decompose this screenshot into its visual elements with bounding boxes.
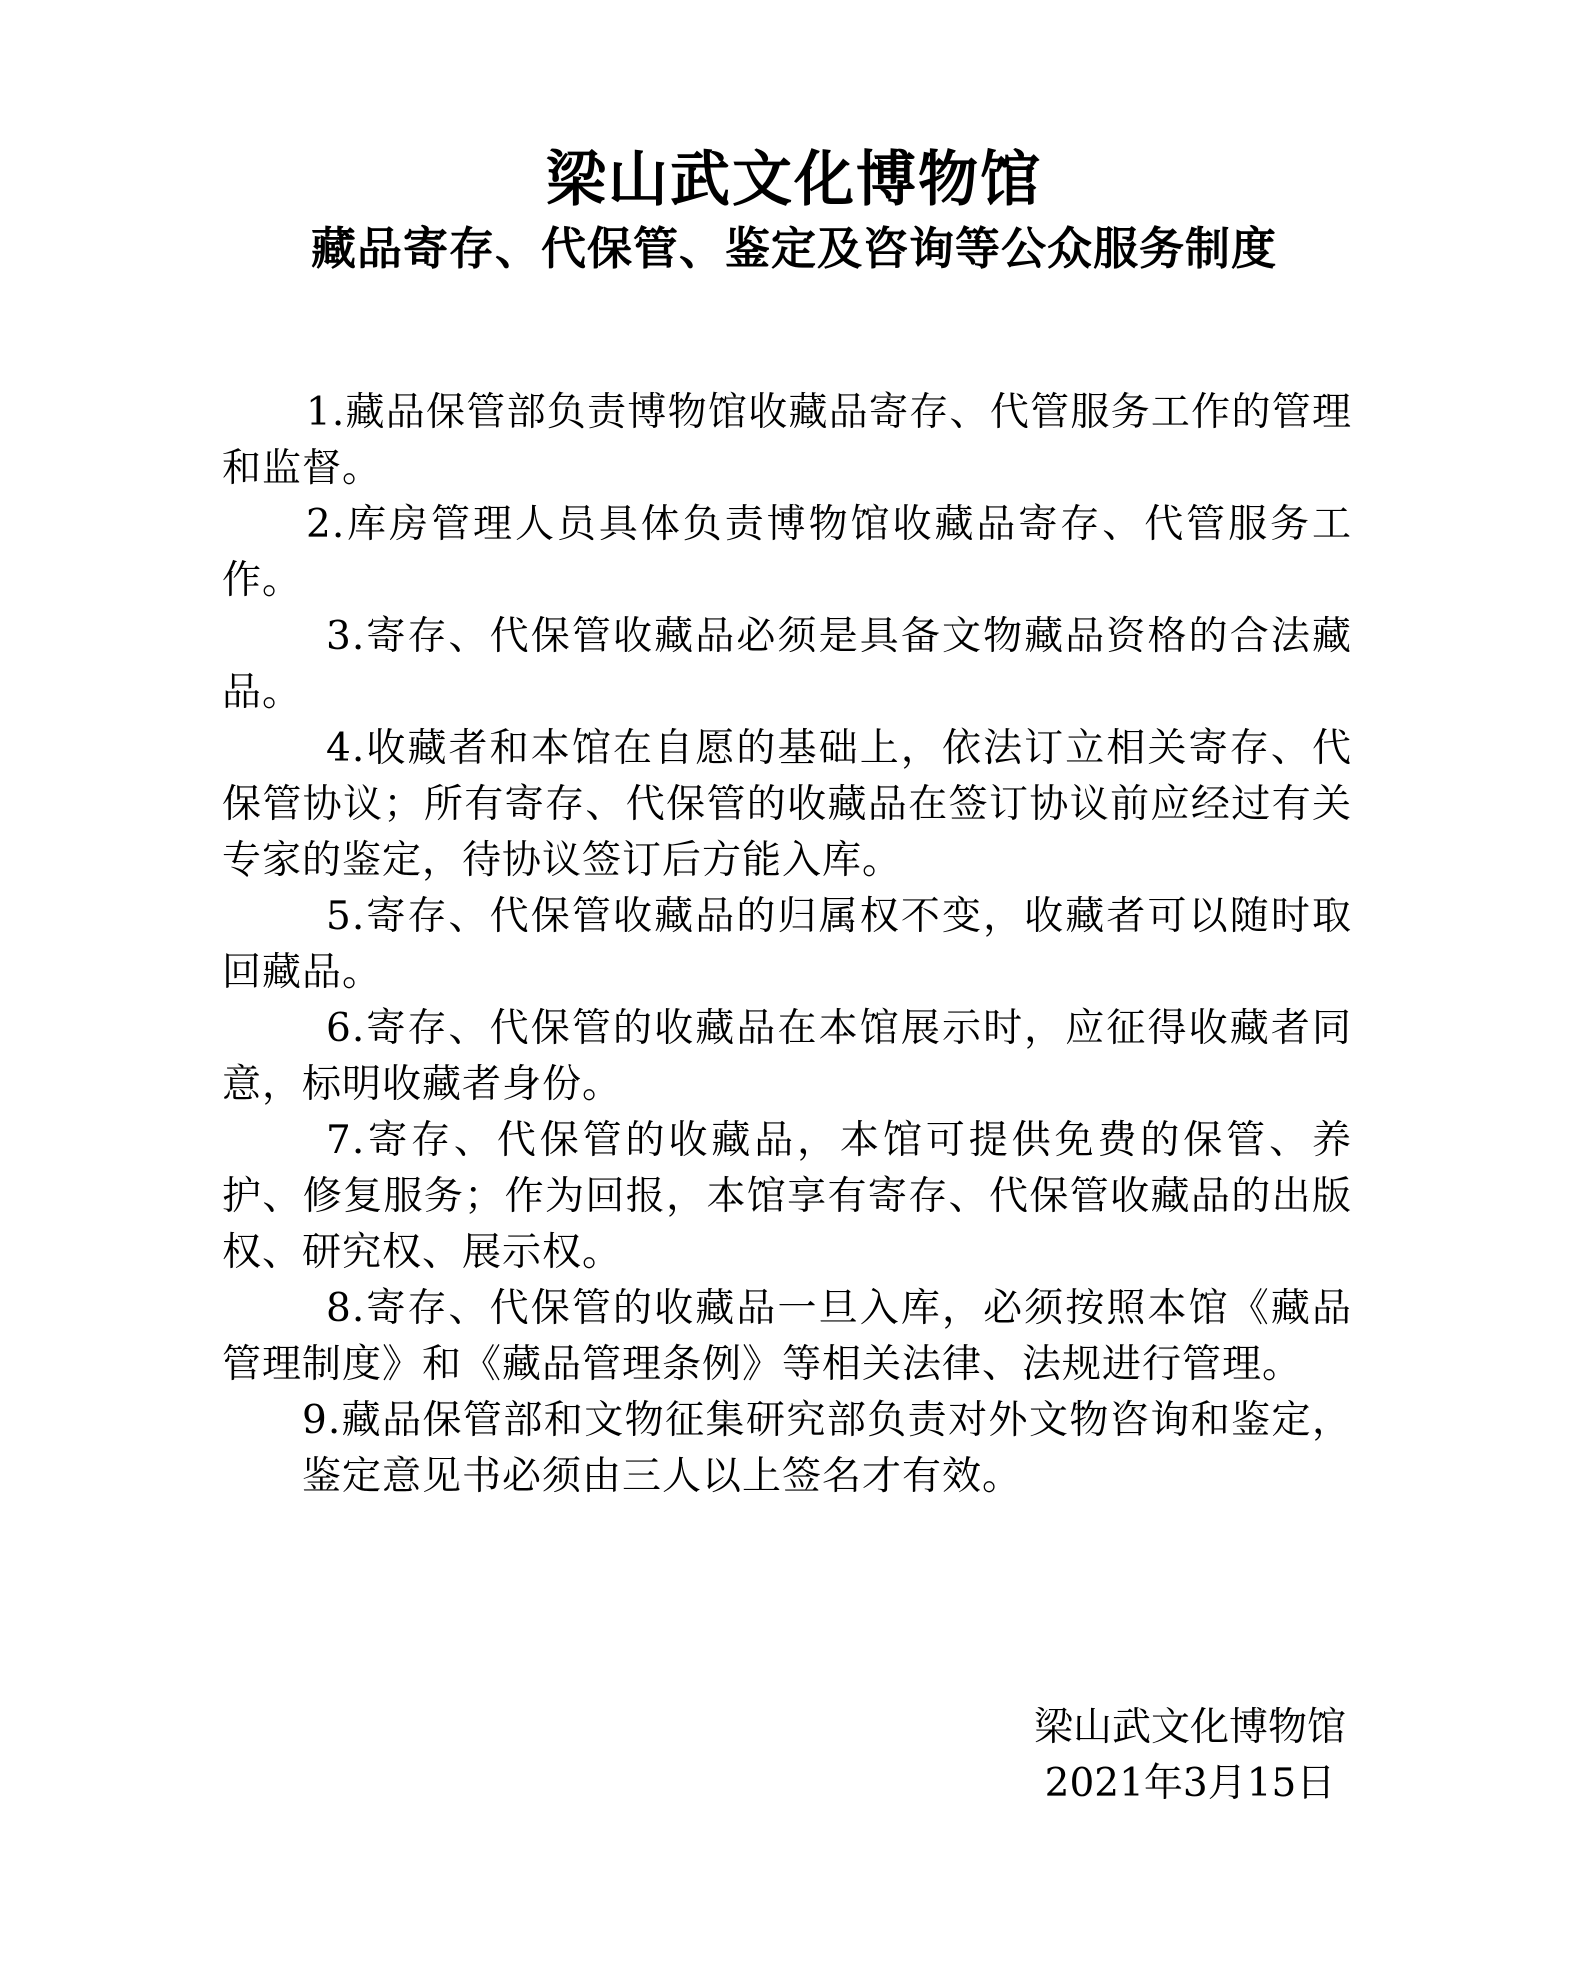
rule-item-5: 5.寄存、代保管收藏品的归属权不变，收藏者可以随时取回藏品。 (222, 894, 1352, 995)
rule-item-8: 8.寄存、代保管的收藏品一旦入库，必须按照本馆《藏品管理制度》和《藏品管理条例》等相关法律、法规进行管理。 (222, 1286, 1352, 1387)
rule-item-9: 9.藏品保管部和文物征集研究部负责对外文物咨询和鉴定，鉴定意见书必须由三人以上签名才有效。 (302, 1398, 1352, 1499)
document-title: 梁山武文化博物馆 (546, 145, 1042, 215)
document-subtitle: 藏品寄存、代保管、鉴定及咨询等公众服务制度 (310, 222, 1277, 275)
signature-date: 2021年3月15日 (1044, 1761, 1336, 1806)
rule-item-7: 7.寄存、代保管的收藏品，本馆可提供免费的保管、养护、修复服务；作为回报，本馆享有寄存、代保管收藏品的出版权、研究权、展示权。 (222, 1118, 1352, 1275)
rule-item-1: 1.藏品保管部负责博物馆收藏品寄存、代管服务工作的管理和监督。 (222, 390, 1352, 491)
rule-item-6: 6.寄存、代保管的收藏品在本馆展示时，应征得收藏者同意，标明收藏者身份。 (222, 1006, 1352, 1107)
signature-block (1000, 1700, 1380, 1812)
rule-item-3: 3.寄存、代保管收藏品必须是具备文物藏品资格的合法藏品。 (222, 614, 1352, 715)
signature-org: 梁山武文化博物馆 (1033, 1705, 1346, 1750)
rule-item-2: 2.库房管理人员具体负责博物馆收藏品寄存、代管服务工作。 (222, 502, 1352, 603)
document-body (222, 385, 1352, 1505)
rule-item-4: 4.收藏者和本馆在自愿的基础上，依法订立相关寄存、代保管协议；所有寄存、代保管的收藏品在签订协议前应经过有关专家的鉴定，待协议签订后方能入库。 (222, 726, 1352, 883)
